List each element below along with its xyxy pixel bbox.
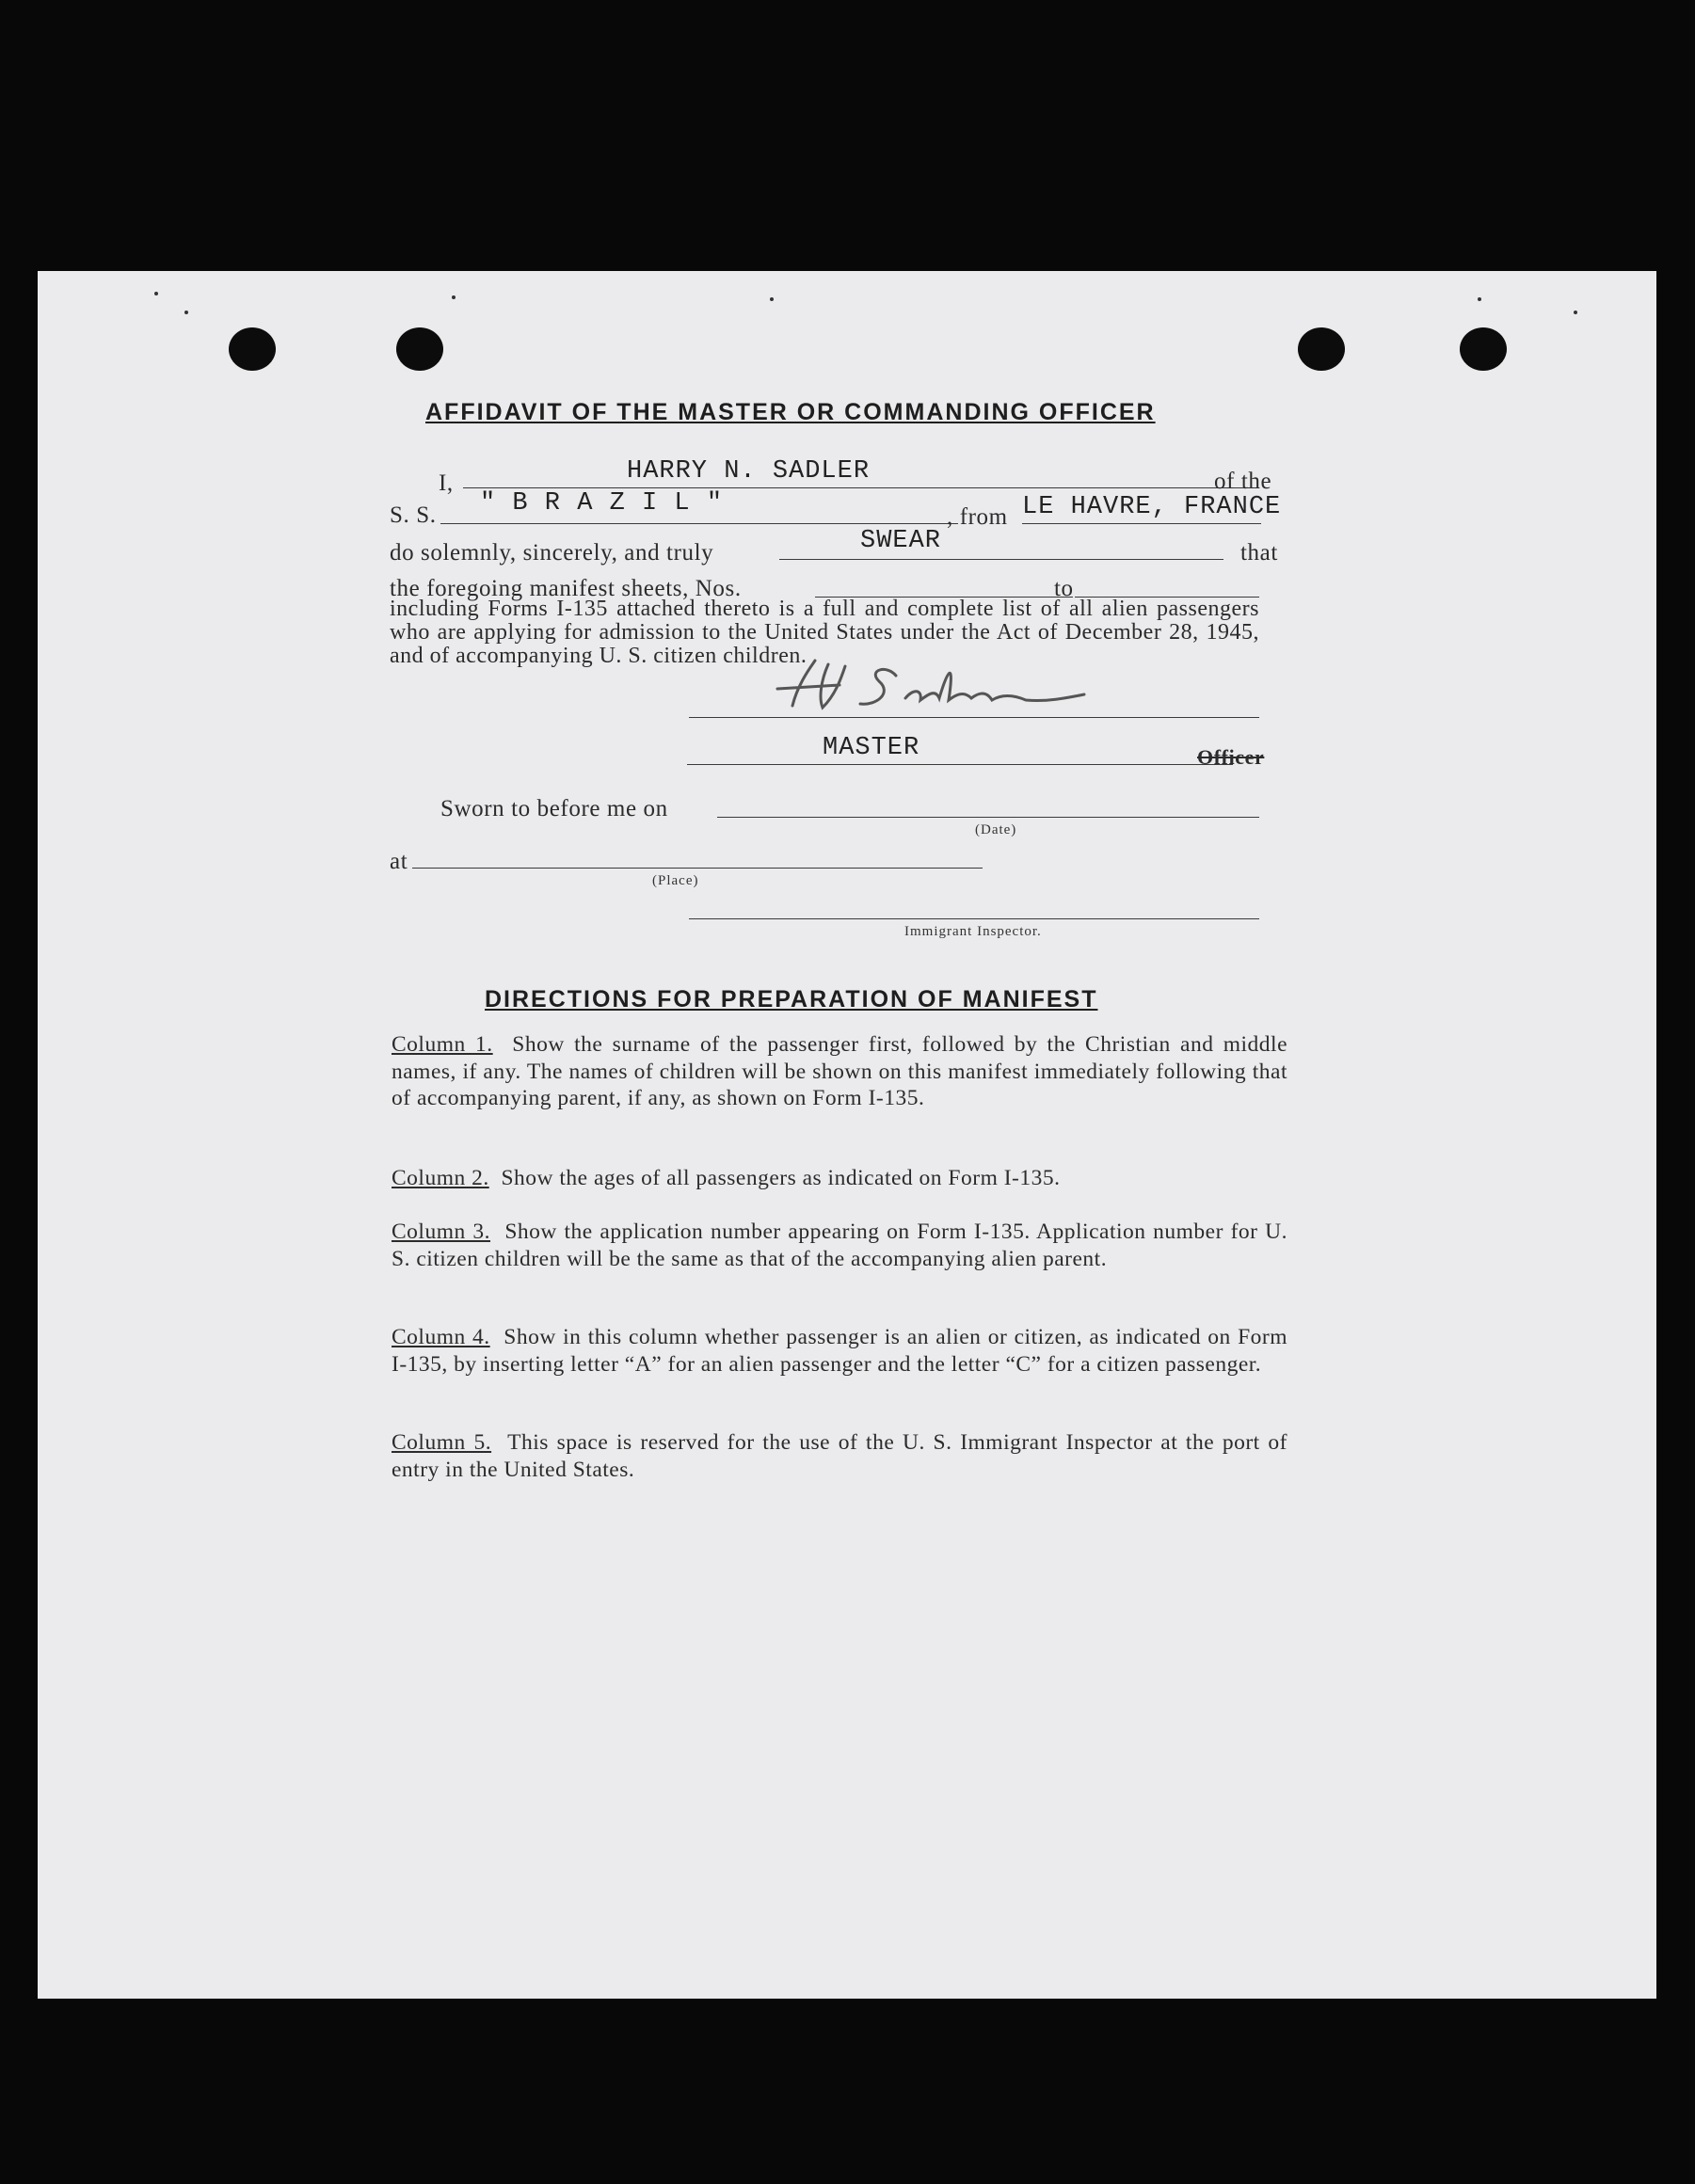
- document-sheet: [38, 271, 1656, 1999]
- from-label: , from: [947, 504, 1008, 530]
- ss-label: S. S.: [390, 502, 437, 528]
- ship-line: [440, 523, 958, 524]
- from-port: LE HAVRE, FRANCE: [1022, 493, 1282, 521]
- signature-line: [689, 717, 1259, 718]
- punch-hole: [229, 327, 276, 371]
- speck: [452, 295, 456, 299]
- direction-column-5: [392, 1429, 1287, 1483]
- column-text: Show the application number appearing on Form I-135. Application number for U. S. citizen children will be the same as that of the accompanying alien parent.: [392, 1220, 1287, 1271]
- column-text: This space is reserved for the use of the U. S. Immigrant Inspector at the port of entry in the United States.: [392, 1430, 1288, 1482]
- column-label: Column 5.: [392, 1430, 492, 1455]
- solemnly-text: do solemnly, sincerely, and truly: [390, 540, 714, 566]
- affidavit-title: AFFIDAVIT OF THE MASTER OR COMMANDING OFFICER: [425, 399, 1156, 425]
- of-the-label: of the: [1214, 469, 1272, 494]
- foregoing-text: the foregoing manifest sheets, Nos.: [390, 576, 742, 601]
- inspector-line: [689, 918, 1259, 919]
- direction-column-3: [392, 1219, 1287, 1272]
- affidavit-body: including Forms I-135 attached thereto is a full and complete list of all alien passengers who are applying for admission to the United States under the Act of December 28, 1945, and of accompanying U. S. citizen children.: [390, 597, 1259, 668]
- master-name: HARRY N. SADLER: [627, 457, 871, 486]
- oath-word: SWEAR: [860, 527, 942, 555]
- punch-hole: [1298, 327, 1345, 371]
- speck: [184, 311, 188, 314]
- directions-title: DIRECTIONS FOR PREPARATION OF MANIFEST: [485, 986, 1098, 1012]
- date-line: [717, 817, 1259, 818]
- that-label: that: [1240, 540, 1278, 566]
- master-title: MASTER: [823, 734, 920, 762]
- name-line: [463, 487, 1259, 488]
- ship-name: " B R A Z I L ": [480, 489, 724, 518]
- speck: [1574, 311, 1577, 314]
- column-text: Show the surname of the passenger first, followed by the Christian and middle names, if any. The names of children will be shown on this manifest immediately following that of accompanying parent, if any, as shown on Form I-135.: [392, 1032, 1288, 1110]
- column-label: Column 2.: [392, 1166, 489, 1190]
- to-label: to: [1054, 576, 1074, 601]
- punch-hole: [396, 327, 443, 371]
- oath-line: [779, 559, 1223, 560]
- column-label: Column 1.: [392, 1032, 493, 1057]
- punch-hole: [1460, 327, 1507, 371]
- direction-column-2: [392, 1165, 1287, 1192]
- port-line: [1022, 523, 1261, 524]
- place-line: [412, 868, 983, 869]
- date-caption: (Date): [975, 822, 1017, 837]
- title-line: [687, 764, 1233, 765]
- master-signature: [755, 657, 1207, 723]
- column-text: Show the ages of all passengers as indicated on Form I-135.: [501, 1166, 1061, 1190]
- column-text: Show in this column whether passenger is an alien or citizen, as indicated on Form I-135, by inserting letter “A” for an alien passenger and the letter “C” for a citizen passenger.: [392, 1325, 1287, 1377]
- sworn-label: Sworn to before me on: [440, 796, 668, 821]
- place-caption: (Place): [652, 873, 699, 888]
- speck: [1478, 297, 1481, 301]
- column-label: Column 4.: [392, 1325, 490, 1349]
- at-label: at: [390, 849, 408, 874]
- inspector-caption: Immigrant Inspector.: [904, 924, 1042, 939]
- struck-officer: Officer: [1197, 745, 1265, 769]
- direction-column-1: [392, 1031, 1287, 1112]
- speck: [154, 292, 158, 295]
- column-label: Column 3.: [392, 1220, 491, 1244]
- speck: [770, 297, 774, 301]
- direction-column-4: [392, 1324, 1287, 1378]
- i-label: I,: [439, 470, 454, 496]
